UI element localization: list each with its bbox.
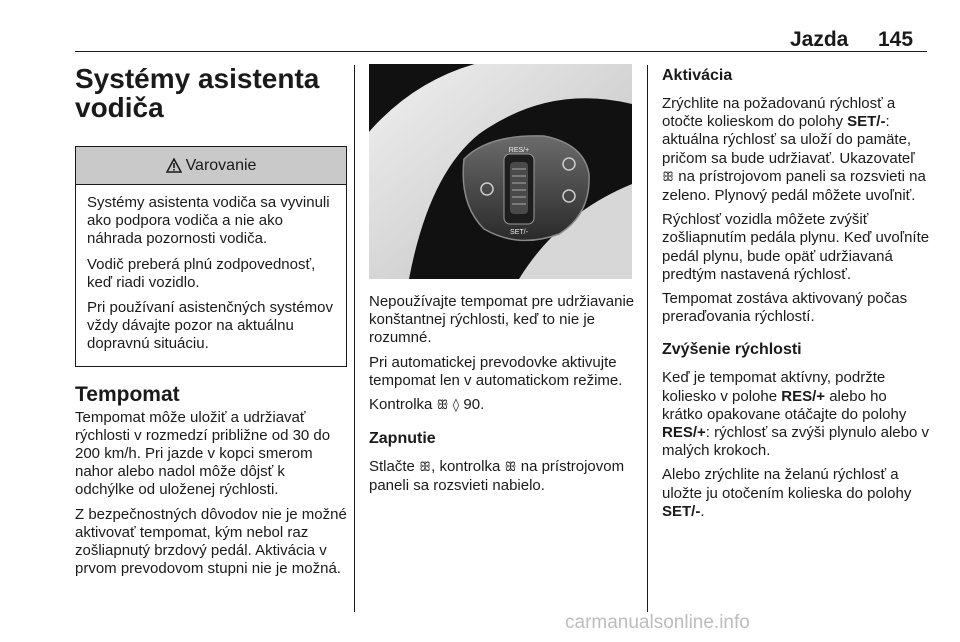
- warning-paragraph: Systémy asistenta vodiča sa vyvinuli ako podpora vodiča a nie ako náhrada pozornosti vodiča.: [87, 194, 330, 248]
- main-title-line1: Systémy asistenta: [75, 63, 320, 94]
- cruise-control-icon: ꕥ: [504, 460, 517, 476]
- warning-body: [76, 185, 346, 366]
- body-paragraph: Tempomat zostáva aktivovaný počas preraďovania rýchlostí.: [662, 290, 908, 326]
- text-run: Zrýchlite na požadovanú rýchlosť a otočte kolieskom do polohy: [662, 95, 896, 131]
- text-run: .: [700, 502, 705, 520]
- watermark: carmanualsonline.info: [565, 612, 750, 633]
- cruise-control-icon: ꕥ: [419, 460, 432, 476]
- body-paragraph: Z bezpečnostných dôvodov nie je možné aktivovať tempomat, kým nebol raz zošliapnutý brzdový pedál. Aktivácia v prvom prevodovom stupni nie je možná.: [75, 505, 347, 578]
- body-paragraph: [662, 369, 930, 460]
- text-run: Alebo zrýchlite na želanú rýchlosť a uložte ju otočením kolieska do polohy: [662, 466, 912, 502]
- column-divider: [354, 65, 355, 612]
- subsection-title: Zapnutie: [369, 430, 436, 448]
- column-3: [662, 64, 930, 521]
- body-paragraph: Nepoužívajte tempomat pre udržiavanie konštantnej rýchlosti, keď to nie je rozumné.: [369, 293, 635, 347]
- text-run: Keď je tempomat aktívny, podržte koliesko v polohe: [662, 369, 886, 405]
- text-run: : rýchlosť sa zvýši plynulo alebo v malých krokoch.: [662, 424, 930, 460]
- text-run: , kontrolka: [431, 458, 501, 476]
- text-run: Kontrolka: [369, 396, 433, 414]
- body-paragraph: [662, 95, 930, 205]
- body-paragraph: [662, 466, 930, 521]
- steering-wheel-illustration: [369, 64, 632, 279]
- warning-triangle-icon: [166, 158, 182, 173]
- warning-box: [75, 146, 347, 367]
- text-run: alebo ho krátko opakovane otáčajte do polohy: [662, 387, 907, 423]
- body-paragraph: [369, 458, 635, 495]
- figure-label-set: SET/-: [510, 229, 528, 236]
- page-reference: 90.: [463, 396, 485, 414]
- column-1: [75, 64, 347, 578]
- body-paragraph: Tempomat môže uložiť a udržiavať rýchlosti v rozmedzí približne od 30 do 200 km/h. Pri jazde v kopci smerom nahor alebo nadol môže dôjsť k odchýlke od uloženej rýchlosti.: [75, 408, 331, 499]
- section-title: Tempomat: [75, 382, 180, 406]
- warning-paragraph: Vodič preberá plnú zodpovednosť, keď riadi vozidlo.: [87, 255, 316, 291]
- figure-label-res: RES/+: [508, 147, 530, 154]
- reference-arrow-icon: ◊: [452, 398, 460, 414]
- control-label: SET/-: [662, 502, 701, 520]
- page-number: 145: [878, 28, 914, 51]
- text-run: Stlačte: [369, 458, 415, 476]
- text-run: na prístrojovom paneli sa rozsvieti nabielo.: [369, 458, 625, 495]
- subsection-title: Zvýšenie rýchlosti: [662, 341, 802, 359]
- warning-paragraph: Pri používaní asistenčných systémov vždy dávajte pozor na aktuálnu dopravnú situáciu.: [87, 299, 333, 353]
- header-rule: [75, 51, 927, 52]
- control-label: RES/+: [662, 424, 706, 442]
- cruise-control-icon: ꕥ: [436, 398, 449, 414]
- text-run: na prístrojovom paneli sa rozsvieti na zeleno. Plynový pedál môžete uvoľniť.: [662, 167, 926, 205]
- body-paragraph: [369, 396, 635, 415]
- body-paragraph: Pri automatickej prevodovke aktivujte tempomat len v automatickom režime.: [369, 353, 623, 389]
- warning-label: Varovanie: [185, 156, 257, 174]
- column-2: [369, 293, 635, 496]
- control-label: SET/-: [847, 113, 886, 131]
- cruise-control-icon: ꕥ: [662, 169, 675, 185]
- text-run: : aktuálna rýchlosť sa uloží do pamäte, pričom sa bude udržiavať. Ukazovateľ: [662, 113, 915, 167]
- warning-header: [76, 147, 346, 185]
- subsection-title: Aktivácia: [662, 67, 733, 84]
- chapter-title: Jazda: [790, 28, 849, 51]
- column-divider: [647, 65, 648, 612]
- main-title-line2: vodiča: [75, 92, 164, 123]
- body-paragraph: Rýchlosť vozidla môžete zvýšiť zošliapnutím pedála plynu. Keď uvoľníte pedál plynu, bude opäť udržiavaná predtým nastavená rýchlosť.: [662, 211, 930, 283]
- control-label: RES/+: [781, 387, 826, 405]
- main-title: [75, 64, 347, 122]
- steering-wheel-figure: [369, 64, 632, 279]
